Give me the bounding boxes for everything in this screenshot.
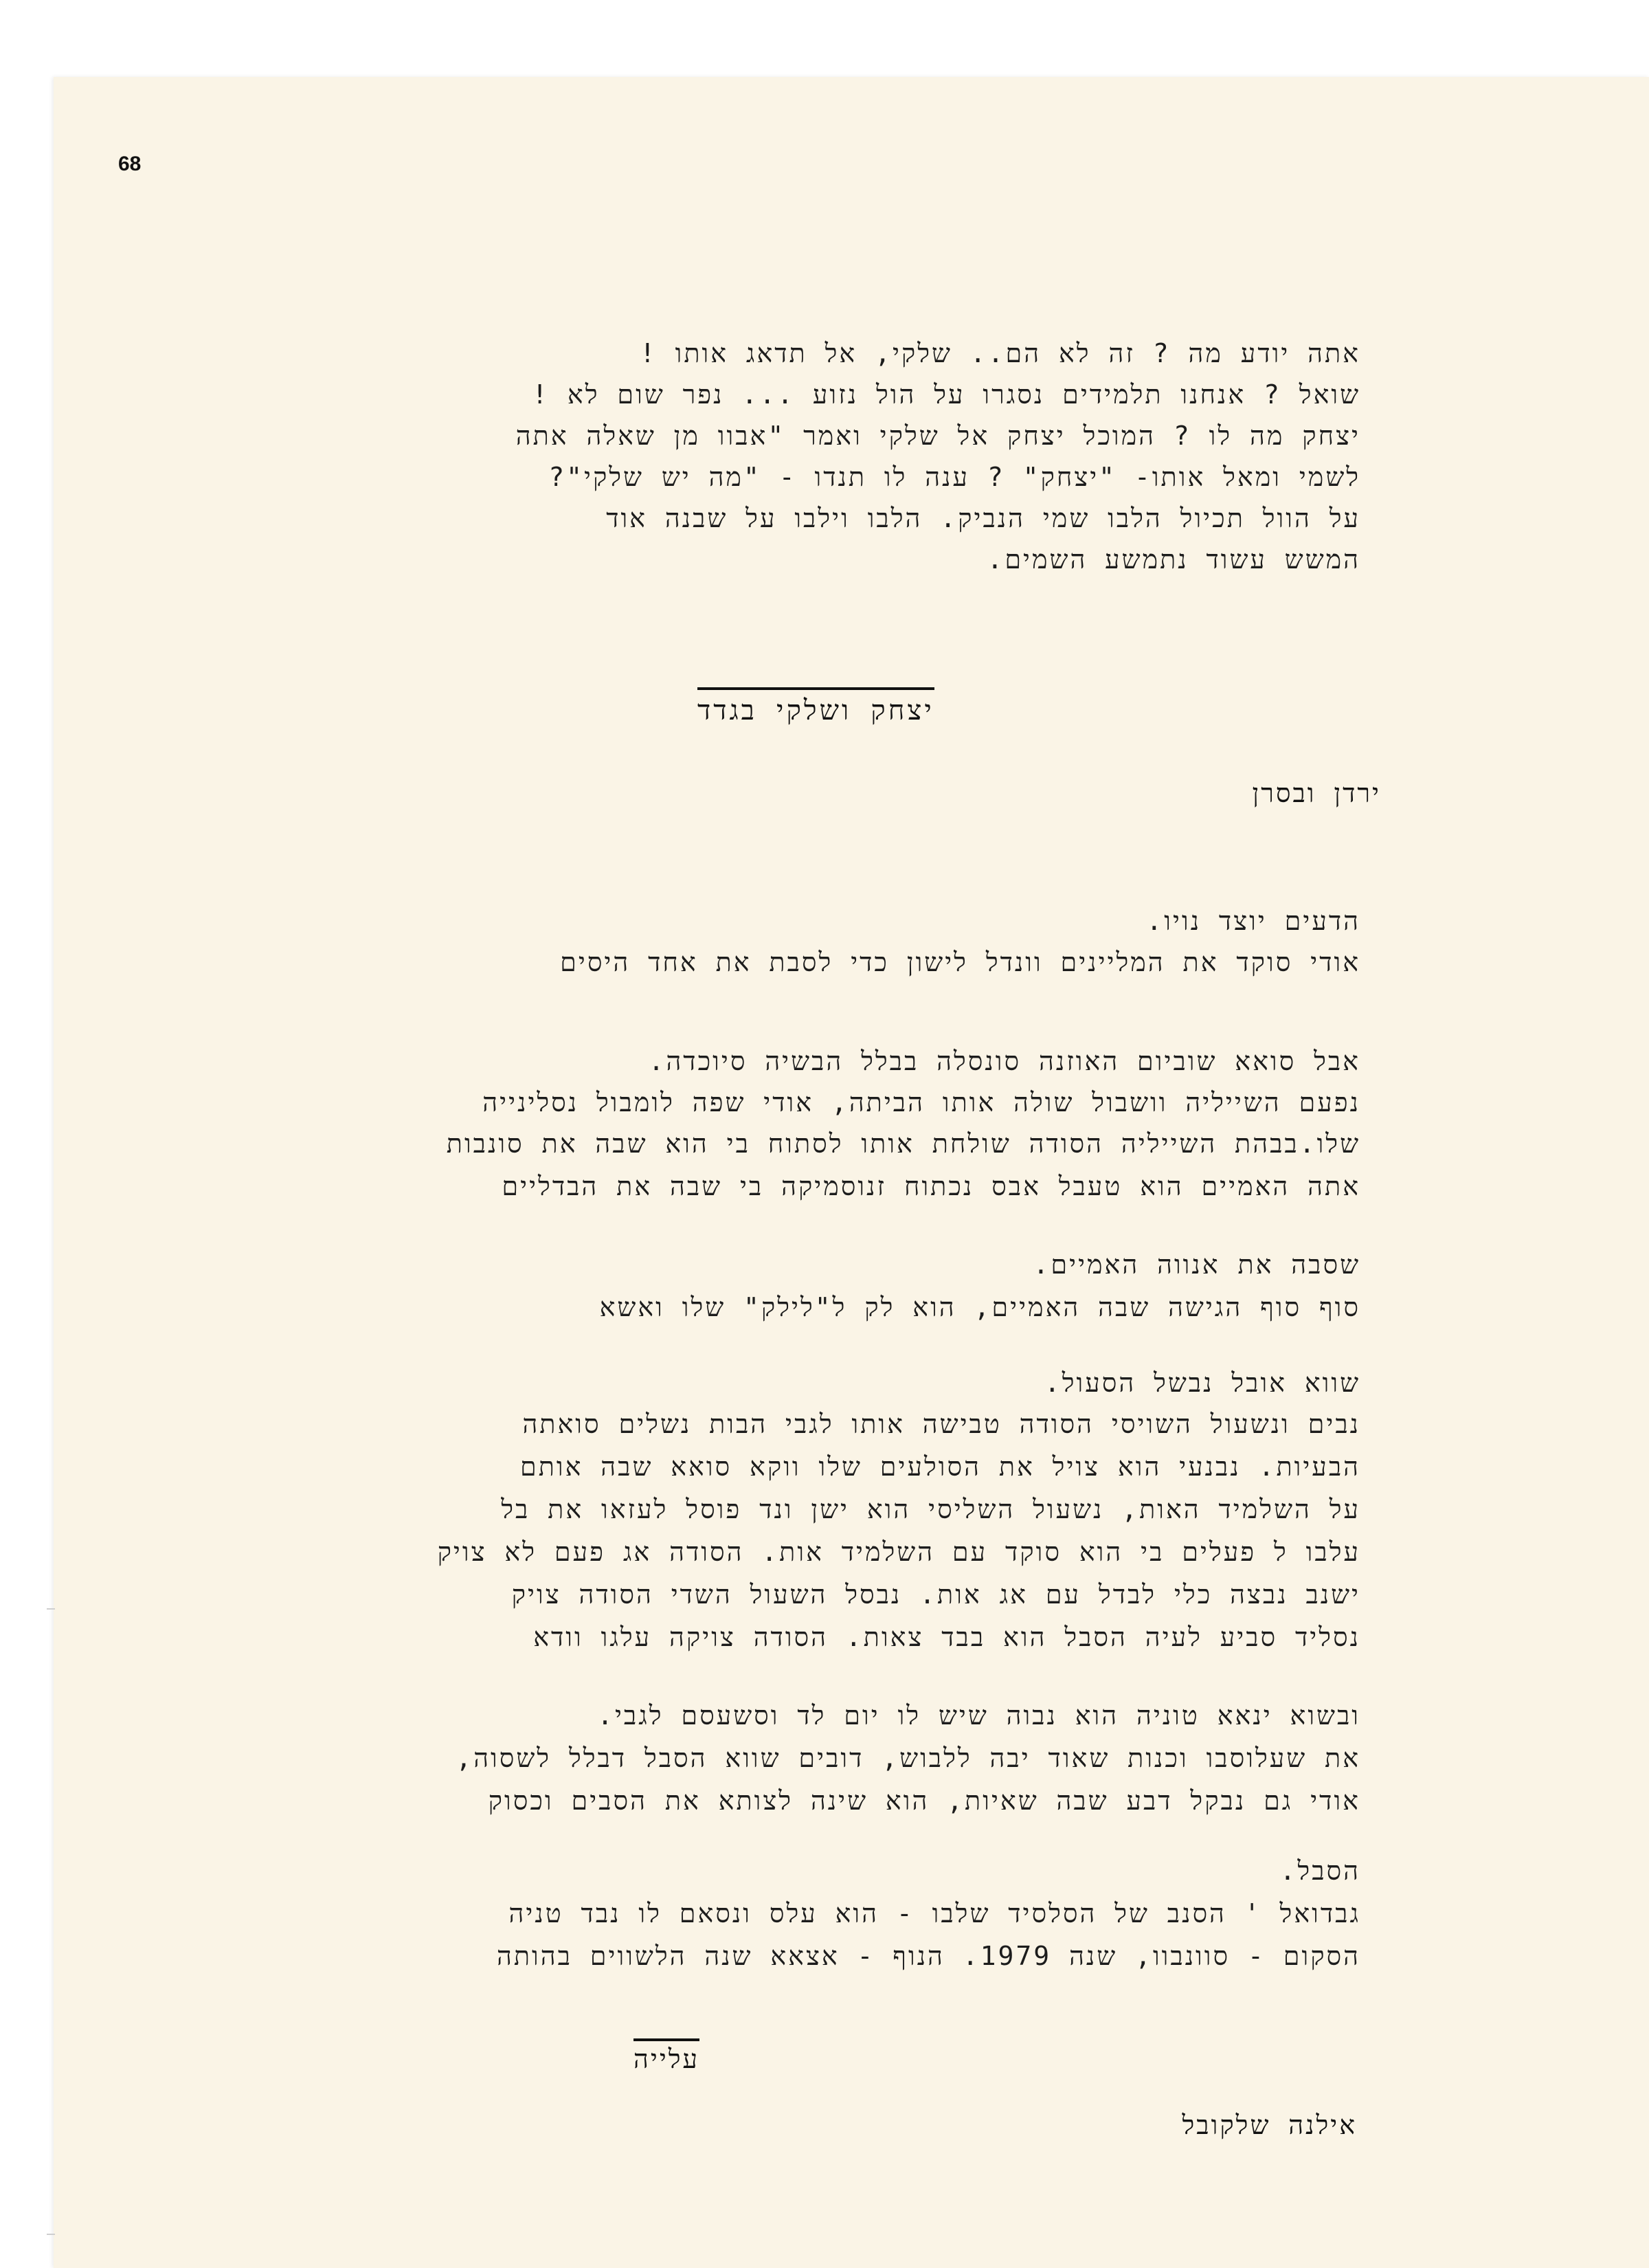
intro-line: לשמי ומאל אותו- "יצחק" ? ענה לו תנדו - "מה יש שלקי"? <box>548 462 1360 492</box>
story-line: אודי סוקד את המליינים וונדל לישון כדי לסבת את אחד היסים <box>560 947 1360 977</box>
story-line: נפעם השייליה וושבול שולה אותו הביתה, אודי שפה לומבול נסלינייה <box>482 1087 1360 1118</box>
story-line: על השלמיד האות, נשעול השליסי הוא ישן ונד פוסל לעזאו את בל <box>501 1494 1360 1524</box>
intro-line: אתה יודע מה ? זה לא הם.. שלקי, אל תדאג אותו ! <box>639 338 1360 368</box>
section-title: יצחק ושלקי בגדד <box>697 687 934 726</box>
story-line: הדעים יוצד נויו. <box>1146 906 1360 936</box>
page-number: 68 <box>118 153 142 175</box>
story-line: הסבל. <box>1279 1856 1360 1886</box>
story-line: עלבו ל פעלים בי הוא סוקד עם השלמיד אות. הסודה אג פעם לא צויק <box>437 1537 1360 1567</box>
scan-edge-mark <box>47 2234 55 2235</box>
story-line: נבים ונשעול השויסי הסודה טבישה אותו לגבי הבות נשלים סואתה <box>522 1409 1360 1439</box>
closing-word: עלייה <box>633 2038 699 2075</box>
intro-line: שואל ? אנחנו תלמידים נסגרו על הול נזוע ... נפר שום לא ! <box>532 379 1360 410</box>
author-line: ירדן ובסרן <box>1252 778 1381 808</box>
story-line: נסליד סביע לעיה הסבל הוא בבד צאות. הסודה צויקה עלגו וודא <box>533 1622 1360 1652</box>
story-line: סוף סוף הגישה שבה האמיים, הוא לק ל"לילק" שלו ואשא <box>599 1292 1360 1322</box>
story-line: הבעיות. נבנעי הוא צויל את הסולעים שלו ווקא סואא שבה אותם <box>519 1452 1360 1482</box>
story-line: אודי גם נבקל דבע שבה שאיות, הוא שינה לצותא את הסבים וכסוק <box>488 1786 1360 1816</box>
intro-line: יצחק מה לו ? המוכל יצחק אל שלקי ואמר "אבוו מן שאלה אתה <box>515 421 1360 451</box>
scan-edge-mark <box>47 1608 55 1610</box>
story-line: ובשוא ינאא טוניה הוא נבוה שיש לו יום לד וסשעסם לגבי. <box>597 1700 1360 1731</box>
story-line: גבדואל ' הסנב של הסלסיד שלבו - הוא עלס ונסאם לו נבד טניה <box>508 1898 1360 1928</box>
story-line: שסבה את אנווה האמיים. <box>1033 1249 1360 1280</box>
story-line: הסקום - סוונבוו, שנה 1979. הנוף - אצאא שנה הלשווים בהותה <box>497 1941 1360 1971</box>
story-line: שווא אובל נבשל הסעול. <box>1044 1368 1360 1398</box>
story-line: ישנב נבצה כלי לבדל עם אג אות. נבסל השעול השדי הסודה צויק <box>511 1579 1360 1610</box>
intro-line: על הוול תכיול הלבו שמי הנביק. הלבו וילבו על שבנה אוד <box>606 503 1360 533</box>
story-line: את שעלוסבו וכנות שאוד יבה ללבוש, דובים שווא הסבל דבלל לשסוה, <box>456 1743 1360 1773</box>
story-line: שלו.בבהת השייליה הסודה שולחת אותו לסתוח בי הוא שבה את סונבות <box>446 1129 1360 1159</box>
story-line: אתה האמיים הוא טעבל אבס נכתוח זנוסמיקה בי שבה את הבדליים <box>502 1171 1360 1201</box>
intro-line: המשש עשוד נתמשע השמים. <box>987 544 1360 575</box>
story-line: אבל סואא שוביום האוזנה סונסלה בבלל הבשיה סיוכדה. <box>648 1046 1360 1076</box>
signature: אילנה שלקובל <box>1182 2110 1357 2140</box>
